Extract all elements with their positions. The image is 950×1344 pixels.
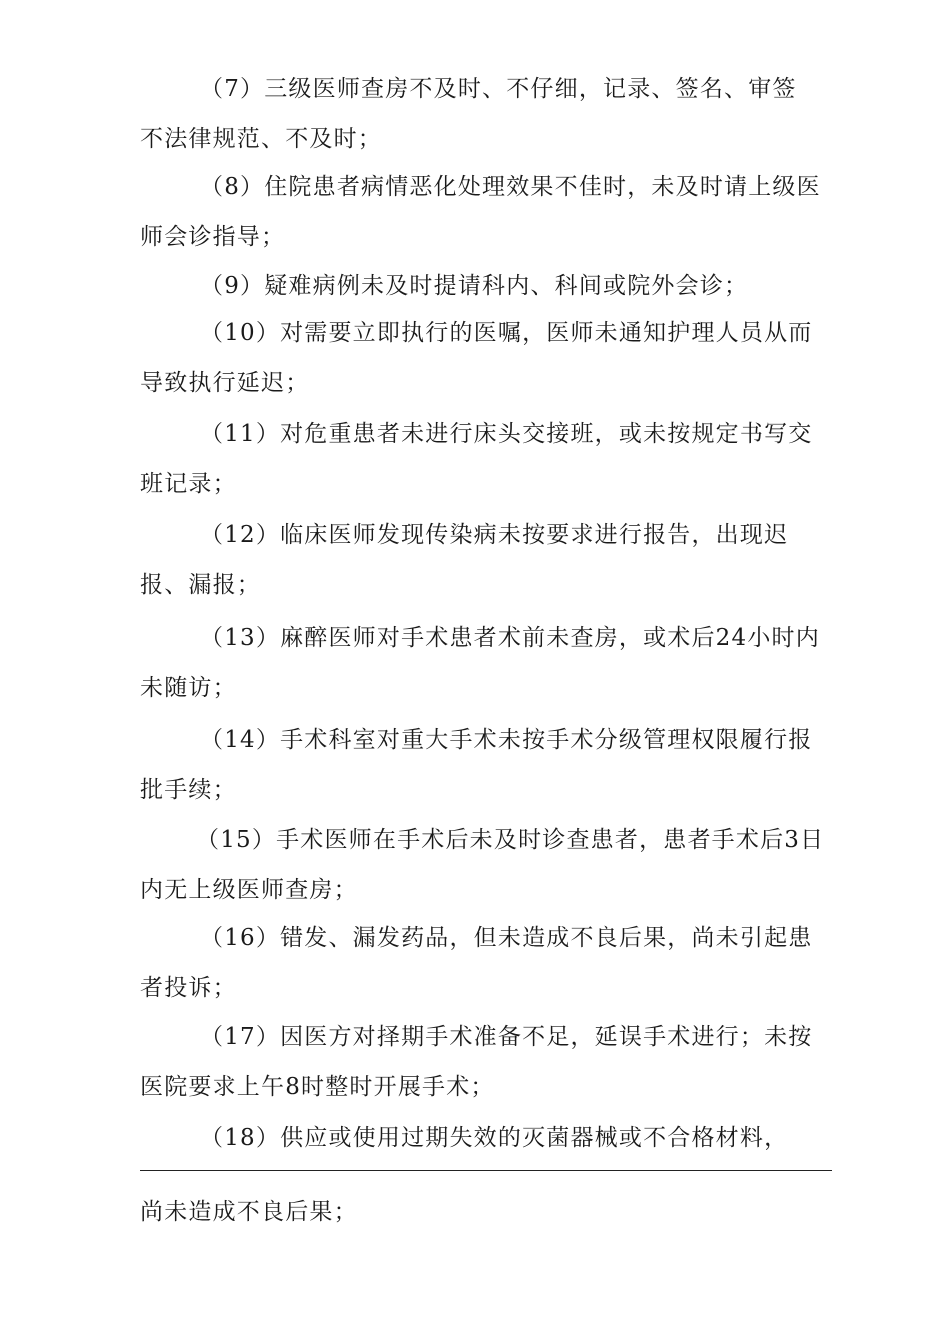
item-18-line-1: （18）供应或使用过期失效的灭菌器械或不合格材料， — [200, 1125, 789, 1151]
item-14-line-1: （14）手术科室对重大手术未按手术分级管理权限履行报 — [200, 727, 813, 753]
list-item-16 — [140, 913, 832, 1013]
item-8-line-1: （8）住院患者病情恶化处理效果不佳时，未及时请上级医 — [200, 174, 821, 200]
item-11-line-2: 班记录； — [140, 471, 237, 497]
item-10-line-2: 导致执行延迟； — [140, 370, 310, 396]
item-12-line-1: （12）临床医师发现传染病未按要求进行报告，出现迟 — [200, 522, 789, 548]
list-item-12 — [140, 510, 832, 610]
list-item-15 — [140, 815, 832, 915]
item-16-line-1: （16）错发、漏发药品，但未造成不良后果，尚未引起患 — [200, 925, 813, 951]
list-item-17 — [140, 1012, 832, 1112]
item-11-line-1: （11）对危重患者未进行床头交接班，或未按规定书写交 — [200, 421, 813, 447]
item-9-line-1: （9）疑难病例未及时提请科内、科间或院外会诊； — [200, 273, 749, 299]
list-item-8 — [140, 162, 832, 262]
list-item-18 — [140, 1113, 832, 1163]
item-17-line-2: 医院要求上午8时整时开展手术； — [140, 1074, 495, 1100]
item-12-line-2: 报、漏报； — [140, 572, 261, 598]
item-14-line-2: 批手续； — [140, 777, 237, 803]
item-15-line-1: （15）手术医师在手术后未及时诊查患者，患者手术后3日 — [196, 827, 825, 853]
item-8-line-2: 师会诊指导； — [140, 224, 286, 250]
list-item-9 — [140, 261, 832, 311]
list-item-14 — [140, 715, 832, 815]
list-item-11 — [140, 409, 832, 509]
item-7-line-2: 不法律规范、不及时； — [140, 126, 382, 152]
item-10-line-1: （10）对需要立即执行的医嘱，医师未通知护理人员从而 — [200, 320, 813, 346]
list-item-7 — [140, 64, 832, 164]
item-17-line-1: （17）因医方对择期手术准备不足，延误手术进行；未按 — [200, 1024, 813, 1050]
item-13-line-2: 未随访； — [140, 675, 237, 701]
continuation-text: 尚未造成不良后果； — [140, 1199, 358, 1225]
page-divider-rule — [140, 1170, 832, 1171]
list-item-13 — [140, 613, 832, 713]
item-16-line-2: 者投诉； — [140, 975, 237, 1001]
item-13-line-1: （13）麻醉医师对手术患者术前未查房，或术后24小时内 — [200, 625, 820, 651]
item-15-line-2: 内无上级医师查房； — [140, 877, 358, 903]
list-item-10 — [140, 308, 832, 408]
item-7-line-1: （7）三级医师查房不及时、不仔细，记录、签名、审签 — [200, 76, 797, 102]
